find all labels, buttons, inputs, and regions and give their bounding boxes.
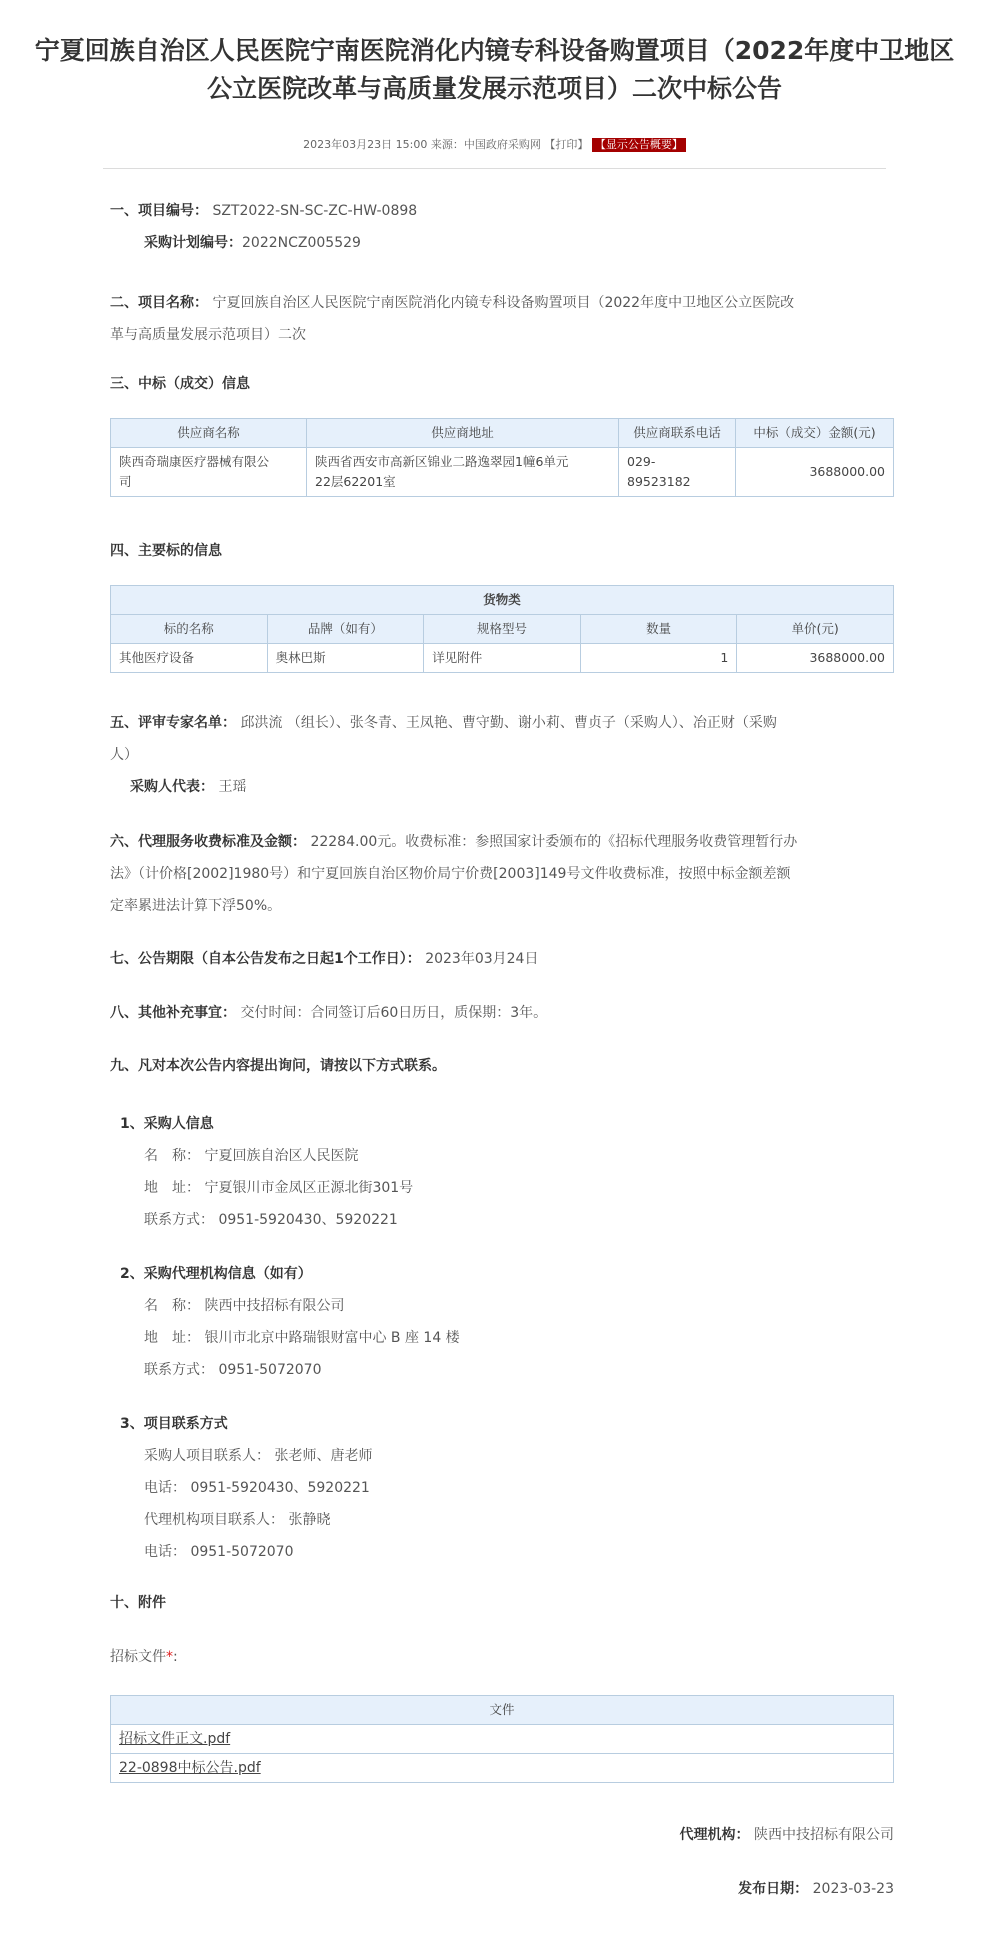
purchaser-addr: 宁夏银川市金凤区正源北街301号 [204,1180,414,1196]
project-name-line-2: 革与高质量发展示范项目）二次 [110,327,306,343]
agency-fee-line-1: 22284.00元。收费标准：参照国家计委颁布的《招标代理服务收费管理暂行办 [310,834,798,850]
section-attachments [110,1592,894,1614]
project-name-label: 二、项目名称： [110,295,208,311]
items-header-brand: 品牌（如有） [267,615,424,644]
purchaser-contact-tel-label: 电话： [144,1480,186,1496]
section-award-info [110,373,894,497]
show-summary-button[interactable]: 【显示公告概要】 [592,138,686,152]
agency-contact-label: 代理机构项目联系人： [144,1512,284,1528]
bid-files-colon: : [173,1649,178,1665]
experts-line-1: 邱洪流 （组长）、张冬青、王凤艳、曹守勤、谢小莉、曹贞子（采购人）、冶正财（采购 [240,715,777,731]
meta-bar [0,138,989,152]
page-title [12,0,977,108]
required-mark: * [166,1649,173,1665]
purchaser-tel: 0951-5920430、5920221 [218,1212,398,1228]
supplier-address: 陕西省西安市高新区锦业二路逸翠园1幢6单元 22层62201室 [307,448,619,497]
files-table [110,1695,894,1783]
table-row [111,644,894,673]
table-row [111,1754,894,1783]
agency-addr-label: 地 址： [144,1330,200,1346]
purchaser-contact-label: 采购人项目联系人： [144,1448,270,1464]
purchaser-tel-label: 联系方式： [144,1212,214,1228]
items-header-name: 标的名称 [111,615,268,644]
award-table [110,418,894,497]
project-contacts [110,1408,894,1568]
footer-agency-value: 陕西中技招标有限公司 [754,1827,894,1843]
project-number-label: 一、项目编号： [110,203,208,219]
project-name-line-1: 宁夏回族自治区人民医院宁南医院消化内镜专科设备购置项目（2022年度中卫地区公立医院改 [212,295,795,311]
title-line-1: 宁夏回族自治区人民医院宁南医院消化内镜专科设备购置项目（2022年度中卫地区 [34,36,955,65]
other-matters-value: 交付时间：合同签订后60日历日，质保期：3年。 [240,1005,548,1021]
print-link[interactable]: 【打印】 [544,138,589,151]
project-number-value: SZT2022-SN-SC-ZC-HW-0898 [212,203,418,219]
footer-agency [110,1824,894,1846]
award-header-name: 供应商名称 [111,419,307,448]
section-project-name [110,287,894,351]
agency-name-label: 名 称： [144,1298,200,1314]
purchaser-addr-label: 地 址： [144,1180,200,1196]
purchaser-info [110,1108,894,1236]
project-contacts-title: 3、项目联系方式 [120,1416,228,1432]
items-header-spec: 规格型号 [424,615,581,644]
footer-date-label: 发布日期： [738,1881,809,1897]
item-brand: 奥林巴斯 [267,644,424,673]
purchaser-name-label: 名 称： [144,1148,200,1164]
items-header-qty: 数量 [580,615,737,644]
agency-addr: 银川市北京中路瑞银财富中心 B 座 14 楼 [204,1330,460,1346]
purchaser-contact: 张老师、唐老师 [274,1448,373,1464]
agency-contact: 张静晓 [288,1512,331,1528]
purchaser-rep-label: 采购人代表： [130,779,214,795]
file-link[interactable]: 22-0898中标公告.pdf [119,1760,261,1776]
section-project-number [110,200,894,254]
award-header-address: 供应商地址 [307,419,619,448]
item-price: 3688000.00 [737,644,894,673]
purchaser-rep-value: 王瑶 [218,779,247,795]
plan-number-label: 采购计划编号： [144,235,242,251]
files-table-wrap [110,1695,894,1783]
other-matters-label: 八、其他补充事宜： [110,1005,236,1021]
bid-files-label: 招标文件 [110,1649,166,1665]
agency-info-title: 2、采购代理机构信息（如有） [120,1266,312,1282]
table-row [111,448,894,497]
item-spec: 详见附件 [424,644,581,673]
experts-line-2: 人） [110,747,138,763]
source-name: 中国政府采购网 [463,138,541,151]
purchaser-info-title: 1、采购人信息 [120,1116,214,1132]
agency-fee-label: 六、代理服务收费标准及金额： [110,834,306,850]
footer-date-value: 2023-03-23 [812,1881,894,1897]
award-header-amount: 中标（成交）金额(元) [736,419,894,448]
publish-time: 2023年03月23日 15:00 [303,138,428,151]
attachments-heading: 十、附件 [110,1595,166,1611]
file-link[interactable]: 招标文件正文.pdf [119,1731,231,1747]
notice-period-value: 2023年03月24日 [425,951,539,967]
plan-number-value: 2022NCZ005529 [242,235,361,251]
agency-contact-tel-label: 电话： [144,1544,186,1560]
section-notice-period [110,948,894,970]
agency-tel-label: 联系方式： [144,1362,214,1378]
footer-agency-label: 代理机构： [679,1827,750,1843]
supplier-phone: 029- 89523182 [619,448,736,497]
section-experts [110,707,894,803]
main-items-heading: 四、主要标的信息 [110,543,222,559]
experts-label: 五、评审专家名单： [110,715,236,731]
section-agency-fee [110,826,894,922]
bid-files-label-row [110,1646,894,1668]
agency-fee-line-3: 定率累进法计算下浮50%。 [110,898,282,914]
items-header-price: 单价(元) [737,615,894,644]
section-contacts [110,1055,894,1077]
award-info-heading: 三、中标（成交）信息 [110,376,250,392]
section-main-items [110,540,894,673]
section-other-matters [110,1002,894,1024]
title-line-2: 公立医院改革与高质量发展示范项目）二次中标公告 [206,74,782,103]
items-table [110,585,894,673]
contacts-heading: 九、凡对本次公告内容提出询问，请按以下方式联系。 [110,1058,446,1074]
agency-tel: 0951-5072070 [218,1362,322,1378]
award-amount: 3688000.00 [736,448,894,497]
footer-date [110,1878,894,1900]
table-row [111,1725,894,1754]
agency-contact-tel: 0951-5072070 [190,1544,294,1560]
item-name: 其他医疗设备 [111,644,268,673]
agency-info [110,1258,894,1386]
source-label: 来源： [430,138,464,151]
agency-name: 陕西中技招标有限公司 [204,1298,345,1314]
purchaser-name: 宁夏回族自治区人民医院 [204,1148,359,1164]
item-qty: 1 [580,644,737,673]
agency-fee-line-2: 法》（计价格[2002]1980号）和宁夏回族自治区物价局宁价费[2003]149号文件收费标准，按照中标金额差额 [110,866,791,882]
award-header-phone: 供应商联系电话 [619,419,736,448]
items-category: 货物类 [111,586,894,615]
files-header: 文件 [111,1696,894,1725]
purchaser-contact-tel: 0951-5920430、5920221 [190,1480,370,1496]
notice-period-label: 七、公告期限（自本公告发布之日起1个工作日）： [110,951,421,967]
header-divider [103,168,886,169]
supplier-name: 陕西奇瑞康医疗器械有限公 司 [111,448,307,497]
